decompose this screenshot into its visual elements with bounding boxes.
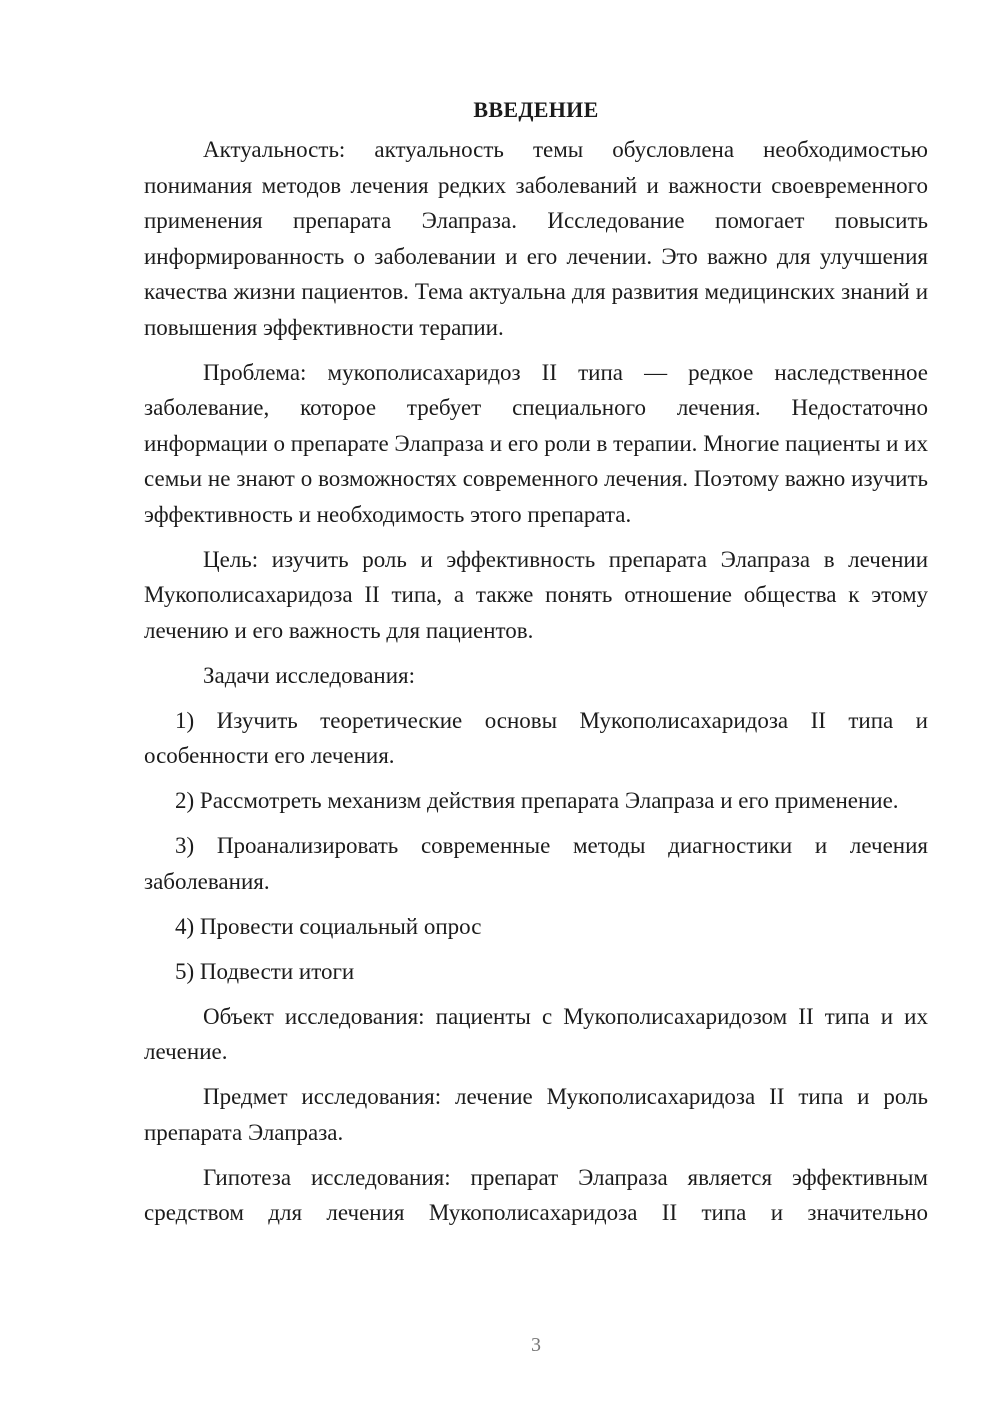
task-item-4: 4) Провести социальный опрос [175, 913, 482, 939]
object-paragraph: Объект исследования: пациенты с Мукополисахаридозом II типа и их лечение. [144, 1003, 928, 1064]
page-number: 3 [531, 1334, 541, 1356]
task-item-2: 2) Рассмотреть механизм действия препарата Элапраза и его применение. [175, 788, 899, 813]
subject-paragraph: Предмет исследования: лечение Мукополисахаридоза II типа и роль препарата Элапраза. [144, 1084, 928, 1145]
task-item-3: 3) Проанализировать современные методы диагностики и лечения заболевания. [144, 833, 928, 894]
task-item-5: 5) Подвести итоги [175, 958, 355, 984]
task-item-1: 1) Изучить теоретические основы Мукополисахаридоза II типа и особенности его лечения. [144, 707, 928, 768]
page-title: ВВЕДЕНИЕ [473, 97, 599, 122]
hypothesis-paragraph: Гипотеза исследования: препарат Элапраза является эффективным средством для лечения Мукополисахаридоза II типа и значительно [144, 1164, 928, 1225]
goal-paragraph: Цель: изучить роль и эффективность препарата Элапраза в лечении Мукополисахаридоза II типа, а также понять отношение общества к этому лечению и его важность для пациентов. [144, 546, 928, 643]
relevance-paragraph: Актуальность: актуальность темы обусловлена необходимостью понимания методов лечения редких заболеваний и важности своевременного применения препарата Элапраза. Исследование помогает повысить информированность о заболевании и его лечении. Это важно для улучшения качества жизни пациентов. Тема актуальна для развития медицинских знаний и повышения эффективности терапии. [144, 137, 928, 340]
page-body [144, 92, 928, 1240]
tasks-heading: Задачи исследования: [203, 662, 416, 688]
problem-paragraph: Проблема: мукополисахаридоз II типа — редкое наследственное заболевание, которое требует специального лечения. Недостаточно информации о препарате Элапраза и его роли в терапии. Многие пациенты и их семьи не знают о возможностях современного лечения. Поэтому важно изучить эффективность и необходимость этого препарата. [144, 359, 928, 527]
